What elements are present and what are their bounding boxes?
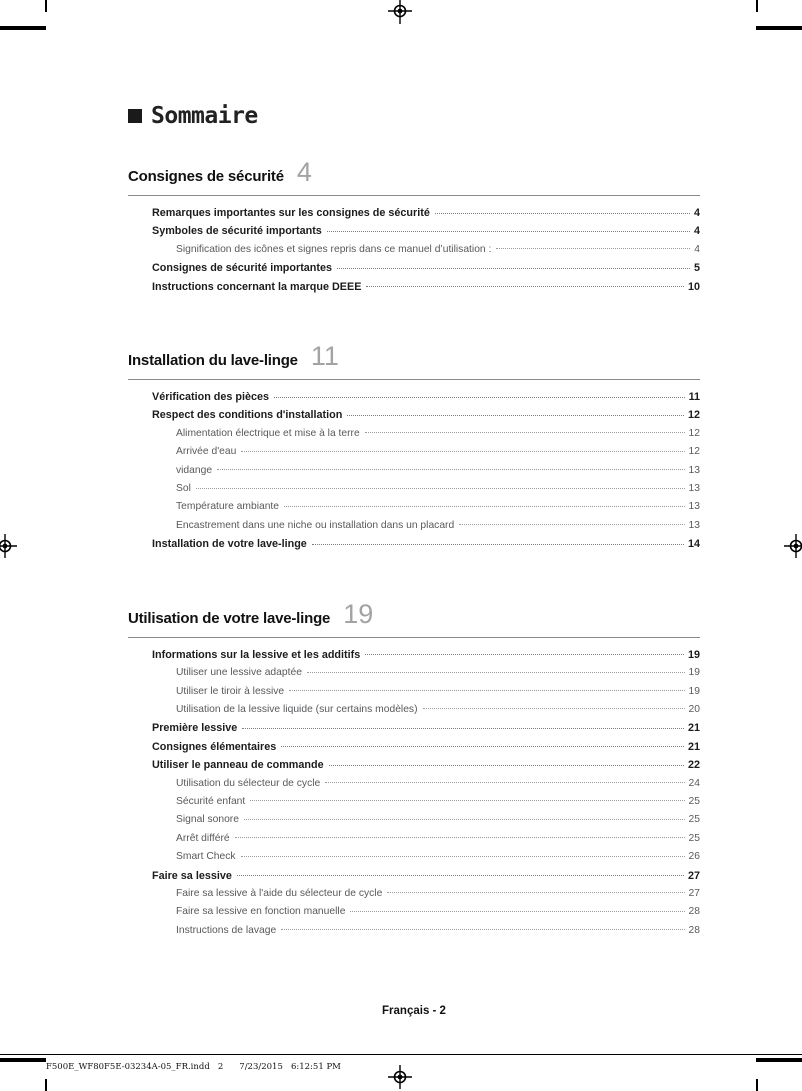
toc-entry-page: 19 (687, 648, 700, 661)
toc-entry-label: Température ambiante (176, 501, 280, 513)
toc-entry-page: 28 (688, 924, 700, 936)
section-title: Utilisation de votre lave-linge (128, 609, 331, 627)
toc-entry (128, 388, 700, 406)
toc-entry (128, 406, 700, 424)
toc-entry (128, 535, 700, 553)
section-title: Consignes de sécurité (128, 168, 284, 185)
section-heading (128, 158, 700, 196)
toc-section (128, 158, 700, 296)
toc-entry (128, 683, 700, 701)
toc-entry (128, 738, 700, 756)
toc-entry-page: 25 (688, 832, 700, 844)
toc-entry-label: Signal sonore (176, 814, 239, 826)
dot-leader-icon (347, 415, 684, 416)
toc-entry (128, 848, 700, 866)
dot-leader-icon (284, 506, 685, 507)
dot-leader-icon (435, 213, 690, 214)
toc-entry-page: 20 (688, 703, 700, 715)
toc-entry-page: 25 (688, 814, 700, 826)
toc-entry (128, 259, 700, 277)
toc-entry-label: Remarques importantes sur les consignes de sécurité (152, 207, 430, 219)
toc-entry-page: 10 (687, 280, 700, 293)
toc-entry-label: Installation de votre lave-linge (152, 538, 307, 551)
toc-entries (128, 646, 700, 941)
section-page-number: 4 (296, 157, 312, 187)
crop-mark (0, 1058, 46, 1062)
toc-entry-label: Vérification des pièces (152, 391, 270, 404)
toc-entry (128, 867, 700, 885)
section-page-number: 11 (310, 341, 339, 372)
toc-entry-page: 25 (688, 795, 700, 807)
toc-entry-label: Faire sa lessive en fonction manuelle (176, 906, 346, 918)
toc-entries (128, 204, 700, 296)
toc-entry (128, 443, 700, 461)
toc-entry-label: Symboles de sécurité importants (152, 225, 322, 238)
toc-entry (128, 793, 700, 811)
toc-entry-label: Consignes élémentaires (152, 740, 277, 753)
dot-leader-icon (329, 765, 684, 766)
toc-entry-label: Faire sa lessive à l'aide du sélecteur de cycle (176, 887, 383, 899)
dot-leader-icon (241, 451, 684, 452)
toc-entry-label: Première lessive (152, 722, 238, 735)
toc-entry-page: 13 (688, 501, 700, 513)
toc-entries (128, 388, 700, 554)
toc-entry-label: Sol (176, 483, 191, 495)
registration-mark-icon (0, 534, 17, 558)
crop-mark (756, 0, 758, 12)
dot-leader-icon (250, 800, 684, 801)
toc-entry (128, 517, 700, 535)
toc-entry-label: Utilisation du sélecteur de cycle (176, 777, 321, 789)
dot-leader-icon (312, 544, 684, 545)
dot-leader-icon (289, 690, 684, 691)
toc-entry-label: vidange (176, 464, 213, 476)
toc-entry-label: Utiliser le tiroir à lessive (176, 685, 285, 697)
toc-entry (128, 498, 700, 516)
toc-entry (128, 830, 700, 848)
toc-entry-label: Utiliser une lessive adaptée (176, 667, 302, 679)
dot-leader-icon (337, 268, 690, 269)
toc-entry (128, 885, 700, 903)
dot-leader-icon (241, 856, 685, 857)
toc-entry-page: 4 (693, 207, 700, 219)
toc-entry-page: 14 (687, 538, 700, 551)
toc-entry-label: Sécurité enfant (176, 795, 246, 807)
crop-mark (756, 1058, 802, 1062)
toc-entry-page: 21 (687, 740, 700, 753)
dot-leader-icon (217, 469, 684, 470)
toc-entry (128, 462, 700, 480)
toc-entry-label: Arrêt différé (176, 832, 230, 844)
section-heading (128, 342, 700, 380)
section-title: Installation du lave-linge (128, 352, 298, 370)
dot-leader-icon (365, 654, 684, 655)
toc-section (128, 342, 700, 554)
toc-entry (128, 756, 700, 774)
toc-entry-page: 12 (688, 427, 700, 439)
slug-filename: F500E_WF80F5E-03234A-05_FR.indd 2 (46, 1062, 224, 1072)
registration-mark-icon (388, 1065, 412, 1089)
toc-entry (128, 811, 700, 829)
toc-entry-label: Arrivée d'eau (176, 446, 237, 458)
toc-entry-label: Utilisation de la lessive liquide (sur certains modèles) (176, 703, 418, 715)
dot-leader-icon (281, 929, 684, 930)
toc-entry (128, 480, 700, 498)
toc-entry (128, 425, 700, 443)
dot-leader-icon (423, 708, 685, 709)
toc-entry-page: 19 (688, 667, 700, 679)
toc-entry-page: 22 (687, 759, 700, 772)
dot-leader-icon (242, 728, 684, 729)
toc-entry-page: 27 (688, 887, 700, 899)
toc-entry-page: 26 (688, 851, 700, 863)
dot-leader-icon (274, 397, 685, 398)
slug-datetime: 7/23/2015 6:12:51 PM (239, 1062, 341, 1072)
dot-leader-icon (459, 524, 684, 525)
dot-leader-icon (496, 248, 690, 249)
crop-mark (756, 1079, 758, 1091)
dot-leader-icon (366, 286, 684, 287)
crop-mark (756, 26, 802, 30)
toc-entry (128, 775, 700, 793)
page-footer: Français - 2 (382, 1005, 446, 1017)
dot-leader-icon (237, 875, 684, 876)
toc-entry (128, 922, 700, 940)
toc-entry-page: 4 (693, 225, 700, 238)
crop-mark (45, 1079, 47, 1091)
toc-entry-page: 27 (687, 869, 700, 882)
toc-entry-page: 13 (688, 519, 700, 531)
toc-section (128, 600, 700, 941)
toc-entry-page: 11 (688, 391, 700, 404)
toc-entry-label: Consignes de sécurité importantes (152, 262, 332, 275)
crop-mark (45, 0, 47, 12)
section-heading (128, 600, 700, 638)
toc-entry (128, 701, 700, 719)
slug-divider-rule (0, 1054, 802, 1055)
toc-entry-page: 13 (688, 464, 700, 476)
dot-leader-icon (387, 892, 684, 893)
toc-entry (128, 646, 700, 664)
registration-mark-icon (388, 0, 412, 24)
toc-entry-label: Informations sur la lessive et les additifs (152, 648, 361, 661)
toc-entry-page: 21 (687, 722, 700, 735)
dot-leader-icon (325, 782, 684, 783)
dot-leader-icon (196, 488, 685, 489)
dot-leader-icon (244, 819, 685, 820)
dot-leader-icon (235, 837, 685, 838)
toc-entry (128, 278, 700, 296)
toc-entry-label: Smart Check (176, 851, 236, 863)
dot-leader-icon (350, 911, 684, 912)
toc-entry-page: 5 (693, 262, 700, 275)
registration-mark-icon (784, 534, 802, 558)
toc-entry-label: Encastrement dans une niche ou installation dans un placard (176, 519, 455, 531)
print-slug-line (46, 1062, 341, 1072)
toc (128, 158, 700, 940)
toc-entry-label: Faire sa lessive (152, 869, 232, 882)
toc-entry-label: Instructions de lavage (176, 924, 277, 936)
toc-entry-page: 19 (688, 685, 700, 697)
square-bullet-icon (128, 109, 142, 123)
toc-entry (128, 222, 700, 240)
toc-entry-page: 12 (687, 409, 700, 422)
toc-entry-page: 28 (688, 906, 700, 918)
section-page-number: 19 (343, 598, 374, 629)
page-title (128, 100, 700, 132)
toc-entry-label: Utiliser le panneau de commande (152, 759, 324, 772)
toc-entry (128, 204, 700, 222)
dot-leader-icon (365, 432, 685, 433)
toc-entry (128, 664, 700, 682)
toc-entry (128, 241, 700, 259)
toc-entry-label: Respect des conditions d'installation (152, 409, 343, 422)
toc-entry-page: 4 (694, 243, 700, 255)
toc-entry (128, 903, 700, 921)
document-page (128, 100, 700, 940)
dot-leader-icon (281, 746, 684, 747)
dot-leader-icon (327, 231, 690, 232)
dot-leader-icon (307, 672, 685, 673)
toc-entry-page: 24 (688, 777, 700, 789)
toc-entry-label: Instructions concernant la marque DEEE (152, 280, 362, 293)
toc-entry-label: Alimentation électrique et mise à la terre (176, 427, 360, 439)
toc-entry (128, 719, 700, 737)
toc-entry-label: Signification des icônes et signes repris dans ce manuel d’utilisation : (176, 243, 492, 255)
page-title-text: Sommaire (151, 103, 258, 129)
crop-mark (0, 26, 46, 30)
toc-entry-page: 13 (688, 483, 700, 495)
toc-entry-page: 12 (688, 446, 700, 458)
